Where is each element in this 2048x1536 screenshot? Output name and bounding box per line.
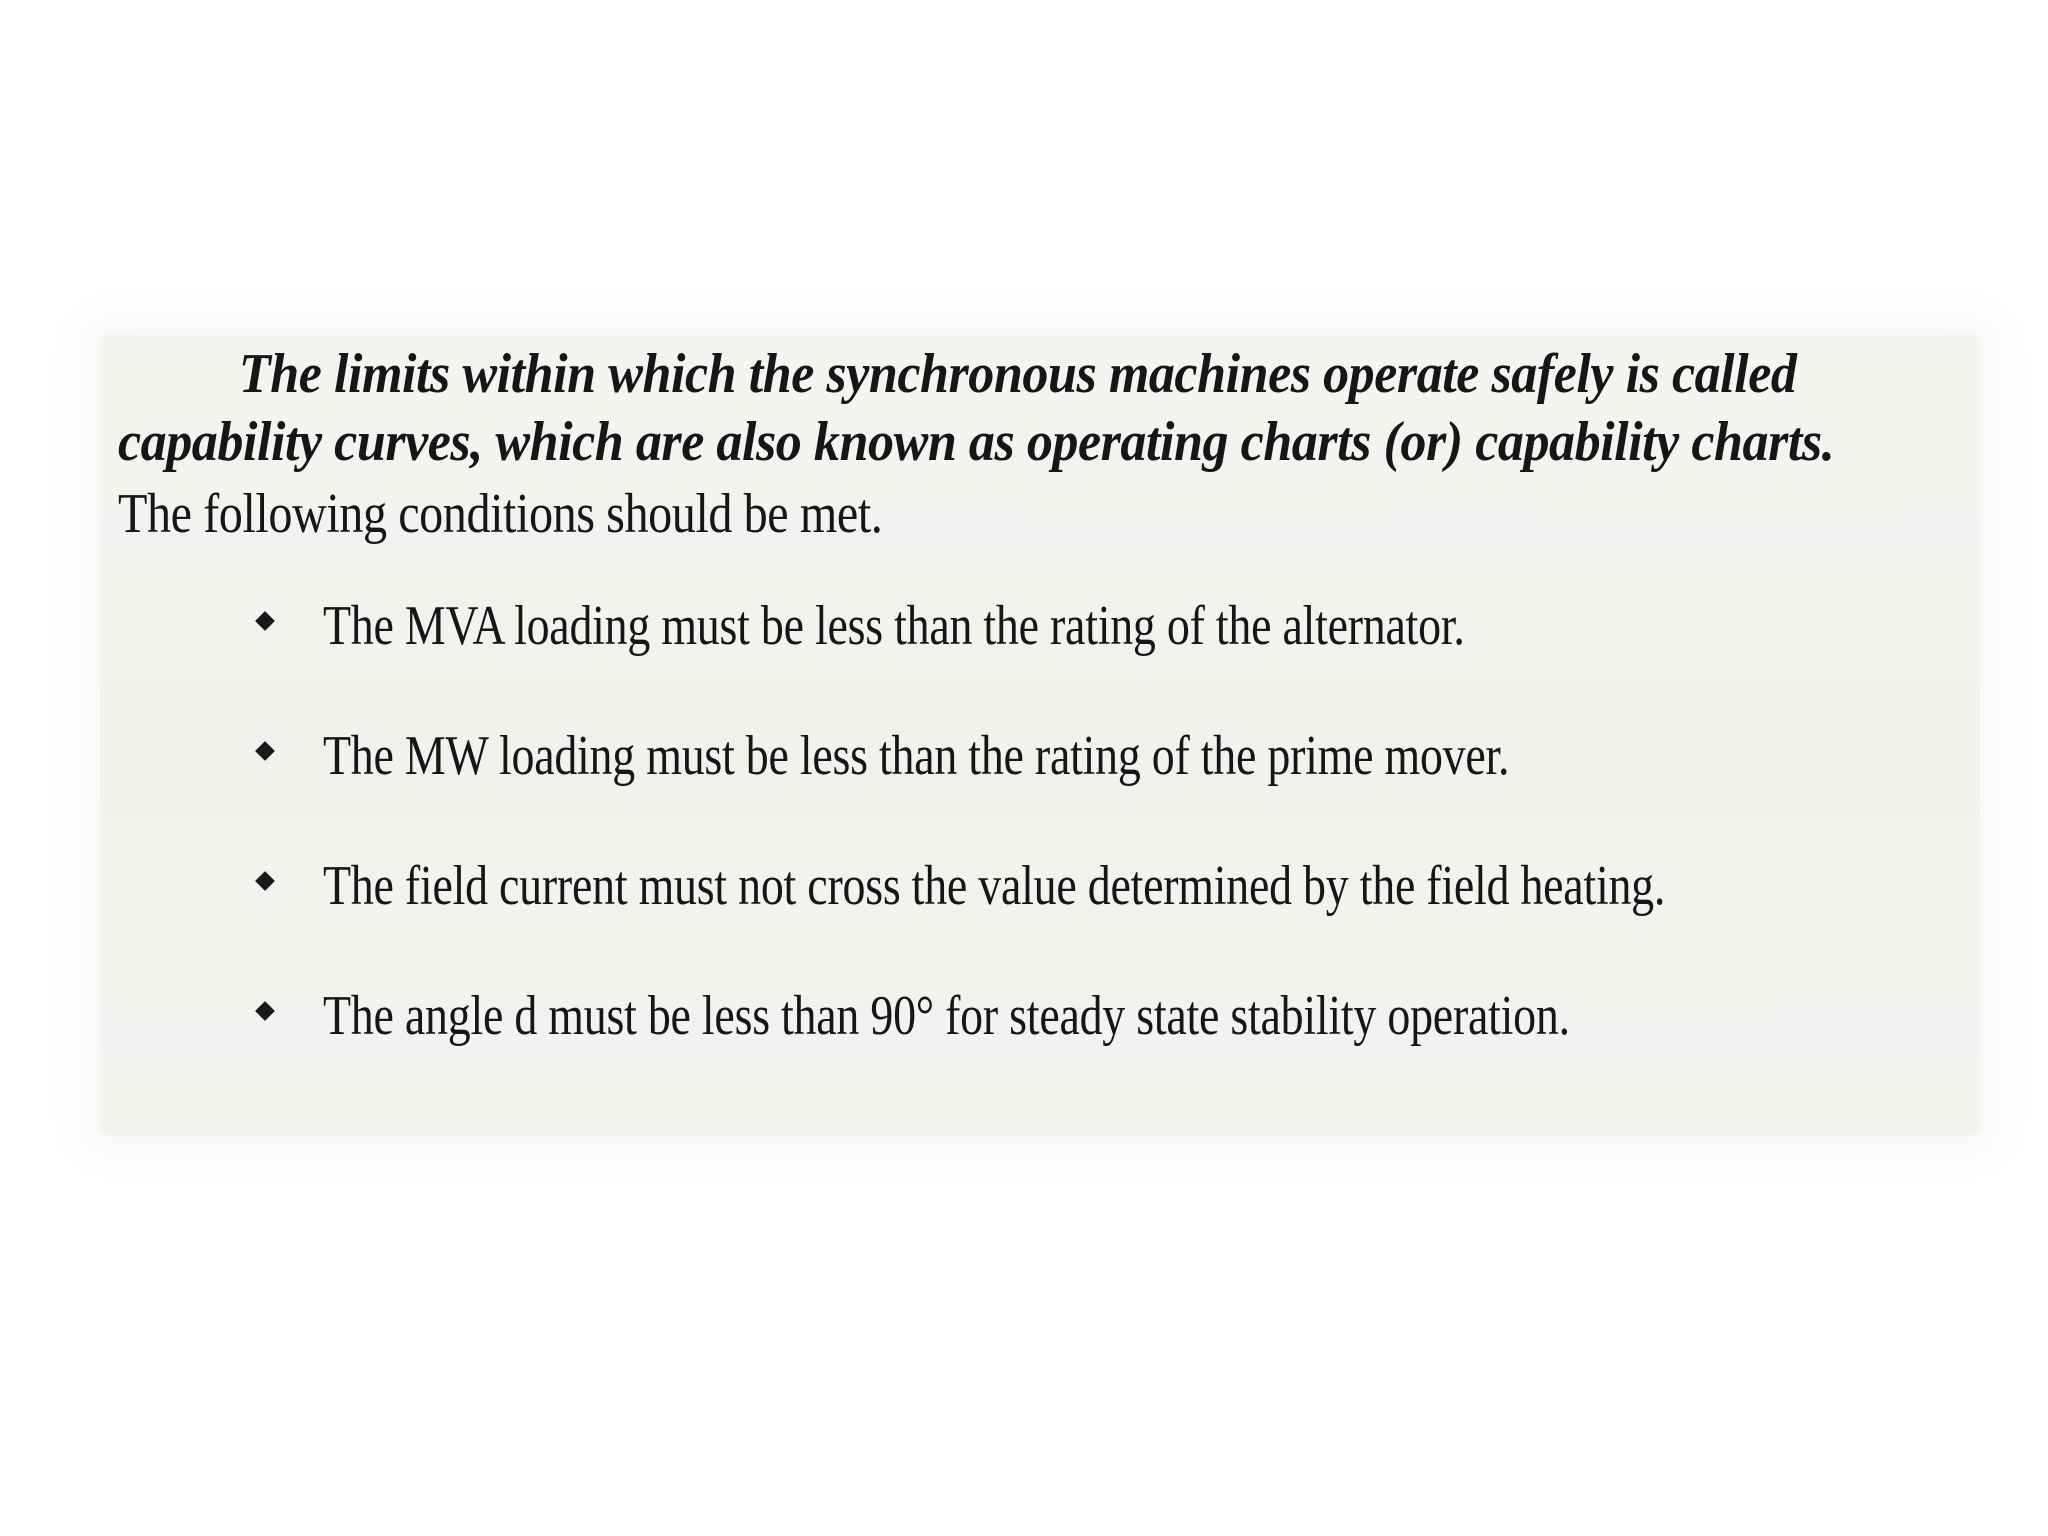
condition-text: The MW loading must be less than the rating of the prime mover. <box>323 725 1510 787</box>
list-item <box>118 852 1918 982</box>
condition-text: The field current must not cross the value determined by the field heating. <box>323 855 1666 917</box>
list-item <box>118 982 1918 1112</box>
diamond-bullet-icon <box>255 741 275 761</box>
list-item <box>118 722 1918 852</box>
list-item <box>118 592 1918 722</box>
diamond-bullet-icon <box>255 871 275 891</box>
diamond-bullet-icon <box>255 611 275 631</box>
diamond-bullet-icon <box>255 1001 275 1021</box>
condition-text: The angle d must be less than 90° for steady state stability operation. <box>323 985 1570 1047</box>
intro-line-2: capability curves, which are also known as operating charts (or) capability charts. <box>118 411 1835 473</box>
intro-line-1: The limits within which the synchronous machines operate safely is called <box>238 343 1797 405</box>
intro-line-3: The following conditions should be met. <box>118 483 883 545</box>
conditions-list <box>118 592 1918 1112</box>
text-block <box>118 340 1918 1112</box>
condition-text: The MVA loading must be less than the rating of the alternator. <box>323 595 1465 657</box>
